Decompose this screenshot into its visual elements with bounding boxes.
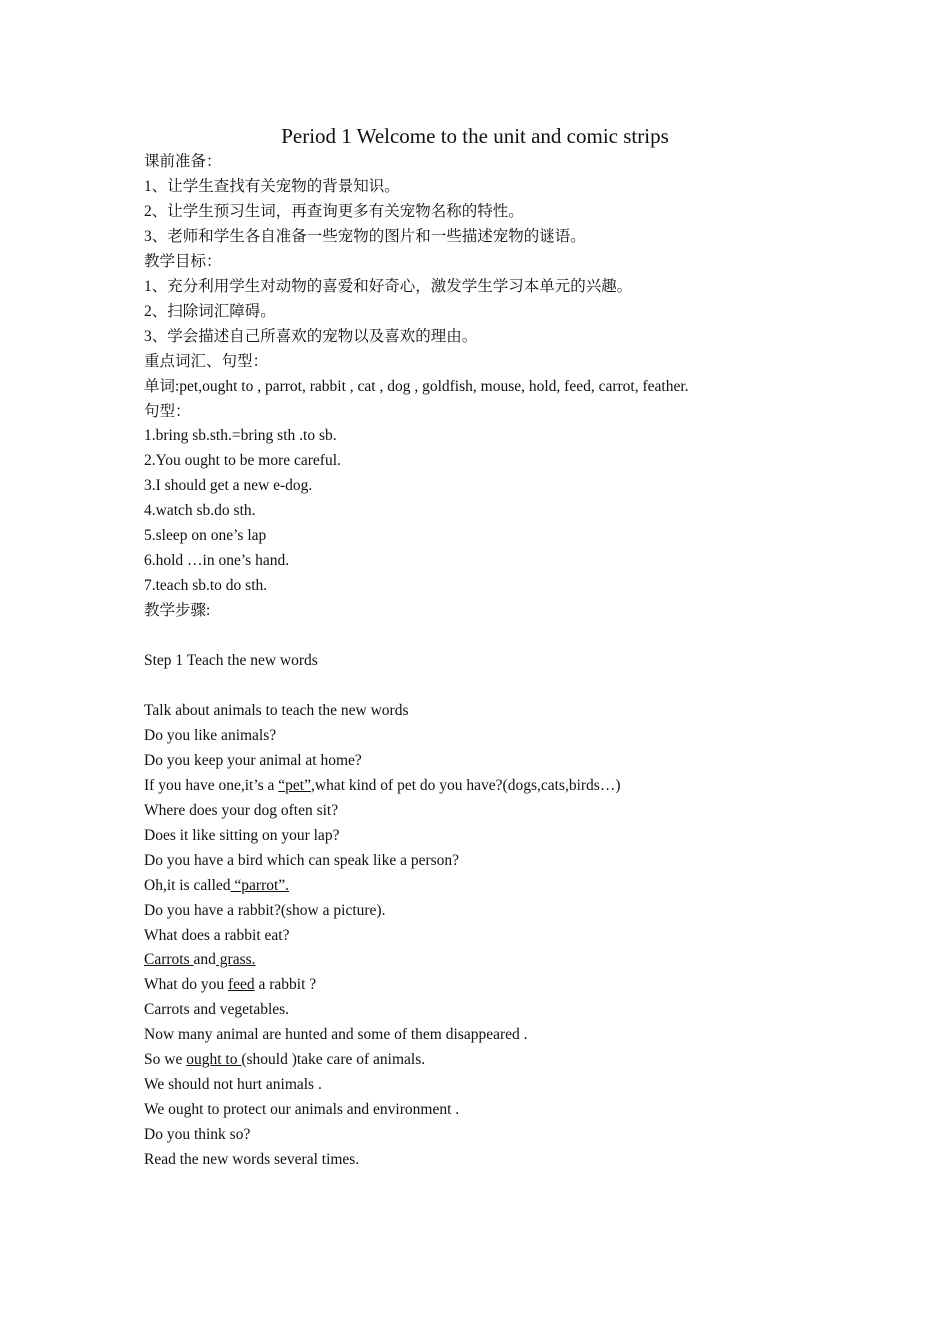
goals-heading: 教学目标： <box>144 252 222 270</box>
key-words: 单词:pet,ought to , parrot, rabbit , cat , dog , goldfish, mouse, hold, feed, carrot, feather. <box>144 377 689 395</box>
body-line: We ought to protect our animals and environment . <box>144 1101 460 1119</box>
prep-item: 1、让学生查找有关宠物的背景知识。 <box>144 177 400 195</box>
pattern-item: 1.bring sb.sth.=bring sth .to sb. <box>144 427 337 445</box>
pattern-item: 4.watch sb.do sth. <box>144 502 256 520</box>
blank-line <box>144 674 844 699</box>
text-run: What do you <box>144 976 228 994</box>
prep-item: 2、让学生预习生词，再查询更多有关宠物名称的特性。 <box>144 202 524 220</box>
underlined-word: grass. <box>215 951 256 969</box>
pattern-item: 5.sleep on one’s lap <box>144 527 267 545</box>
underlined-word: ought to <box>186 1051 242 1069</box>
steps-heading: 教学步骤: <box>144 602 211 620</box>
body-line: Do you like animals? <box>144 726 277 744</box>
body-line: Where does your dog often sit? <box>144 801 339 819</box>
pattern-item: 3.I should get a new e-dog. <box>144 477 313 495</box>
text-run: (should )take care of animals. <box>241 1051 426 1069</box>
underlined-word: “pet” <box>278 776 311 794</box>
body-line <box>144 948 844 973</box>
text-run: So we <box>144 1051 187 1069</box>
body-line: Talk about animals to teach the new words <box>144 701 409 719</box>
document-page <box>144 122 844 1173</box>
body-line: Read the new words several times. <box>144 1151 360 1169</box>
underlined-word: feed <box>227 976 255 994</box>
blank-line <box>144 624 844 649</box>
body-line: Now many animal are hunted and some of them disappeared . <box>144 1026 528 1044</box>
text-run: and <box>193 951 216 969</box>
pattern-item: 2.You ought to be more careful. <box>144 452 341 470</box>
body-line: Does it like sitting on your lap? <box>144 826 340 844</box>
step-heading: Step 1 Teach the new words <box>144 652 318 670</box>
underlined-word: “parrot”. <box>230 876 290 894</box>
patterns-heading: 句型： <box>144 402 191 420</box>
prep-item: 3、老师和学生各自准备一些宠物的图片和一些描述宠物的谜语。 <box>144 227 586 245</box>
pattern-item: 7.teach sb.to do sth. <box>144 577 268 595</box>
body-line <box>144 973 844 998</box>
body-line: Do you think so? <box>144 1126 251 1144</box>
goal-item: 2、扫除词汇障碍。 <box>144 302 276 320</box>
body-line: Do you keep your animal at home? <box>144 751 362 769</box>
goal-item: 3、学会描述自己所喜欢的宠物以及喜欢的理由。 <box>144 327 478 345</box>
text-run: If you have one,it’s a <box>144 776 279 794</box>
prep-heading: 课前准备： <box>144 153 222 170</box>
text-run: ,what kind of pet do you have?(dogs,cats,birds…) <box>311 776 621 794</box>
body-line: We should not hurt animals . <box>144 1076 322 1094</box>
body-line: Do you have a rabbit?(show a picture). <box>144 901 386 919</box>
pattern-item: 6.hold …in one’s hand. <box>144 552 290 570</box>
body-line <box>144 774 844 799</box>
body-line <box>144 1048 844 1073</box>
body-line: Do you have a bird which can speak like a person? <box>144 851 460 869</box>
body-line: Carrots and vegetables. <box>144 1001 290 1019</box>
body-line <box>144 874 844 899</box>
text-run: Oh,it is called <box>144 876 231 894</box>
page-title: Period 1 Welcome to the unit and comic strips <box>281 124 669 148</box>
text-run: a rabbit ? <box>254 976 317 994</box>
body-line: What does a rabbit eat? <box>144 926 290 944</box>
key-heading: 重点词汇、句型： <box>144 352 269 370</box>
underlined-word: Carrots <box>144 951 194 969</box>
goal-item: 1、充分利用学生对动物的喜爱和好奇心，激发学生学习本单元的兴趣。 <box>144 277 633 295</box>
